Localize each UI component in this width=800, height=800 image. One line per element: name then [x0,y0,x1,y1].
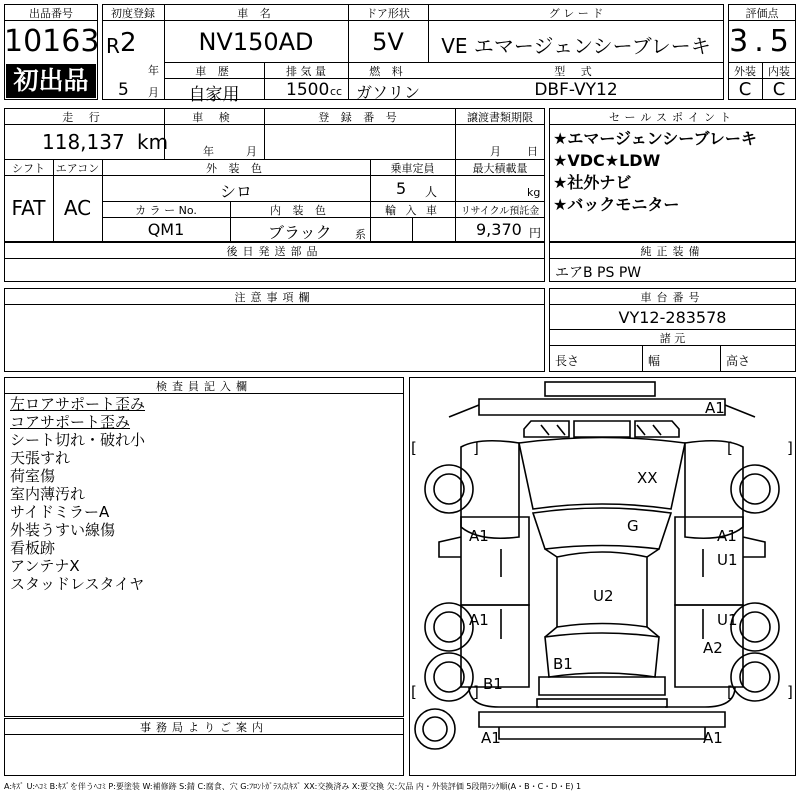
door-type: 5V [372,28,404,56]
load-unit: kg [527,186,541,199]
transfer-header: 譲渡書類期限 [467,111,533,124]
mileage-header: 走 行 [62,111,106,124]
registration-header: 登 録 番 号 [318,111,401,124]
mark-front-right: A1 [705,399,725,417]
exterior-color-header: 外 装 色 [206,162,266,175]
bracket-right-rear-close: ] [787,683,793,701]
lot-number: 10163 [4,24,100,59]
displacement-unit: cc [330,85,343,98]
spec-length: 長さ [555,354,580,368]
recycle-header: リサイクル預託金 [460,206,540,217]
chassis-number: VY12-283578 [618,308,727,327]
mark-roof: U2 [593,587,614,605]
aircon-header: エアコン [55,162,100,175]
capacity-unit: 人 [425,185,438,199]
import-header: 輸 入 車 [385,204,440,217]
year-unit: 年 [148,64,159,77]
reg-month: 5 [118,80,129,100]
capacity-value: 5 [396,179,407,198]
mark-right-front-door-2: U1 [717,551,738,569]
spec-width: 幅 [648,354,661,368]
bracket-left-front-close: ] [473,439,479,457]
inspector-item: 看板跡 [10,539,56,557]
int-header: 内装 [768,65,790,78]
mark-rear-left: A1 [481,729,501,747]
inspector-item: シート切れ・破れ小 [10,431,146,449]
inspector-item: 室内薄汚れ [10,485,86,503]
car-name: NV150AD [198,28,314,56]
legend: A:ｷｽﾞ U:ﾍｺﾐ B:ｷｽﾞを伴うﾍｺﾐ P:要塗装 W:補修跡 S:錆 C:腐食、穴 G:ﾌﾛﾝﾄｶﾞﾗｽ点ｷｽﾞ XX:交換済み X:要交換 欠:欠品 内・外装評価 5段階ﾗﾝｸ順(A・B・C・D・E) 1 [4,782,582,791]
inspector-list [10,395,145,593]
inspector-item: 天張すれ [10,449,71,467]
fuel-header: 燃 料 [369,65,407,78]
inspector-item: 外装うすい線傷 [10,521,116,539]
mark-right-rear: A2 [703,639,723,657]
inspector-item: コアサポート歪み [10,413,131,431]
fuel: ガソリン [355,83,420,102]
transfer-month-unit: 月 [490,145,501,158]
inspector-item: アンテナX [10,557,80,575]
load-header: 最大積載量 [472,162,528,175]
grade: VE エマージェンシーブレーキ [441,34,711,58]
interior-color-header: 内 装 色 [270,204,330,217]
displacement: 1500 [286,80,330,100]
first-listing-badge: 初出品 [6,64,96,98]
mark-right-rear-door: U1 [717,611,738,629]
mark-left-front-door: A1 [469,527,489,545]
reg-year: 2 [120,28,137,58]
mark-left-rear-quarter: B1 [483,675,503,693]
bracket-right-front-close: ] [787,439,793,457]
mark-windshield: G [627,517,639,535]
ext-header: 外装 [734,65,756,78]
inspector-item: 左ロアサポート歪み [10,395,146,413]
inspector-header: 検査員記入欄 [156,380,252,393]
spec-height: 高さ [726,354,751,368]
specs-header: 諸 元 [659,332,686,345]
color-no-header: カ ラ ー No. [135,204,197,217]
score-value: 3.5 [729,24,795,59]
interior-color: ブラック [268,223,332,242]
recycle-value: 9,370 [476,220,522,239]
mark-rear-right: A1 [703,729,723,747]
mark-back-door: B1 [553,655,573,673]
model-code: DBF-VY12 [534,80,618,100]
genuine-header: 純正装備 [640,245,705,258]
mileage: 118,137 [42,130,125,154]
color-no: QM1 [147,220,185,239]
genuine-equipment: エアB PS PW [555,265,642,281]
sales-points-list [553,128,757,216]
door-header: ドア形状 [366,7,410,20]
mark-left-rear-door: A1 [469,611,489,629]
bracket-left-rear: [ [411,683,417,701]
bracket-right-rear: [ [727,683,733,701]
capacity-header: 乗車定員 [390,162,435,175]
inspection-header: 車 検 [192,111,236,124]
grade-header: グ レ ー ド [548,7,604,20]
bracket-left-rear-close: ] [473,683,479,701]
month-unit: 月 [148,86,159,99]
later-parts-header: 後日発送部品 [226,245,323,258]
inspector-item: スタッドレスタイヤ [10,575,145,593]
ext-score: C [738,79,752,100]
model-header: 型 式 [554,65,598,78]
mark-bonnet: XX [637,469,658,487]
sales-point: ★社外ナビ [553,173,632,192]
sales-point: ★VDC★LDW [553,151,661,170]
inspector-item: サイドミラーA [10,503,110,521]
inspector-item: 荷室傷 [10,467,56,485]
shift-header: シフト [12,162,45,175]
car-name-header: 車 名 [237,7,275,20]
inspection-year-unit: 年 [203,145,214,158]
notes-header: 注意事項欄 [234,291,315,304]
transfer-day-unit: 日 [527,145,538,158]
sales-points-header: セールスポイント [608,111,736,124]
recycle-unit: 円 [529,226,542,240]
mark-right-front-door: A1 [717,527,737,545]
int-score: C [772,79,786,100]
lot-header: 出品番号 [29,7,73,20]
bracket-right-front: [ [727,439,733,457]
history: 自家用 [188,85,240,105]
interior-color-suffix: 系 [355,228,366,241]
displacement-header: 排 気 量 [286,65,326,78]
shift-value: FAT [11,196,46,220]
inspection-month-unit: 月 [246,145,257,158]
history-header: 車 歴 [195,65,233,78]
first-reg-header: 初度登録 [111,7,155,20]
sales-point: ★エマージェンシーブレーキ [553,129,757,148]
exterior-color: シロ [219,182,252,201]
bracket-left-front: [ [411,439,417,457]
office-header: 事務局よりご案内 [140,721,268,734]
aircon-value: AC [63,196,92,220]
car-diagram [409,377,796,776]
era-letter: R [106,34,120,58]
chassis-header: 車台番号 [640,291,705,304]
sales-point: ★バックモニター [553,195,680,214]
mileage-unit: km [137,130,169,154]
score-header: 評価点 [745,7,779,20]
